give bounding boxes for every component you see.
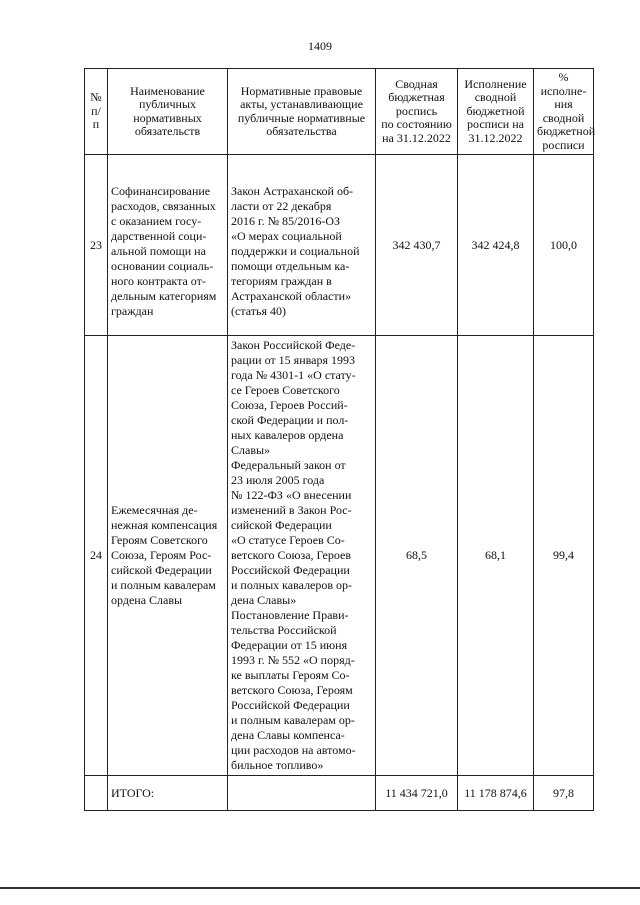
total-row [85, 776, 594, 811]
obligations-table [84, 68, 594, 811]
total-law-cell [228, 776, 376, 811]
header-num: № п/п [85, 69, 108, 155]
budget-execution: 68,1 [458, 336, 534, 776]
header-name: Наименование публичных нормативных обязательств [108, 69, 228, 155]
table-row [85, 336, 594, 776]
obligation-name: Софинансирование расходов, связанных с оказанием госу- дарственной соци- альной помощи на основании социаль- ного контракта от- дельным категориям граждан [108, 155, 228, 336]
total-percent: 97,8 [534, 776, 594, 811]
page-bottom-rule [0, 887, 640, 889]
execution-percent: 99,4 [534, 336, 594, 776]
legal-acts: Закон Российской Феде- рации от 15 января 1993 года № 4301-1 «О стату- се Героев Советского Союза, Героев Россий- ской Федерации и пол- ных кавалеров ордена Славы» Федеральный закон от 23 июля 2005 года № 122-ФЗ «О внесении изменений в Закон Рос- сийской Федерации «О статусе Героев Со- ветского Союза, Героев Российской Федерации и полных кавалеров ор- дена Славы» Постановление Прави- тельства Российской Федерации от 15 июня 1993 г. № 552 «О поряд- ке выплаты Героям Со- ветского Союза, Героям Российской Федерации и полным кавалерам ор- дена Славы компенса- ции расходов на автомо- бильное топливо» [228, 336, 376, 776]
budget-execution: 342 424,8 [458, 155, 534, 336]
legal-acts: Закон Астраханской об- ласти от 22 декабря 2016 г. № 85/2016-ОЗ «О мерах социальной поддержки и социальной помощи отдельным ка- тегориям граждан в Астраханской области» (статья 40) [228, 155, 376, 336]
total-label: ИТОГО: [108, 776, 228, 811]
header-law: Нормативные правовые акты, устанавливающие публичные нормативные обязательства [228, 69, 376, 155]
header-exec: Исполнение сводной бюджетной росписи на 31.12.2022 [458, 69, 534, 155]
execution-percent: 100,0 [534, 155, 594, 336]
page-number: 1409 [308, 39, 332, 53]
total-plan: 11 434 721,0 [376, 776, 458, 811]
header-plan: Сводная бюджетная роспись по состоянию на 31.12.2022 [376, 69, 458, 155]
budget-plan: 342 430,7 [376, 155, 458, 336]
total-num-cell [85, 776, 108, 811]
budget-plan: 68,5 [376, 336, 458, 776]
table-header-row [85, 69, 594, 155]
row-number: 24 [85, 336, 108, 776]
table-row [85, 155, 594, 336]
row-number: 23 [85, 155, 108, 336]
header-pct: % исполне- ния сводной бюджетной росписи [534, 69, 594, 155]
total-execution: 11 178 874,6 [458, 776, 534, 811]
obligation-name: Ежемесячная де- нежная компенсация Героям Советского Союза, Героям Рос- сийской Федерации и полным кавалерам ордена Славы [108, 336, 228, 776]
